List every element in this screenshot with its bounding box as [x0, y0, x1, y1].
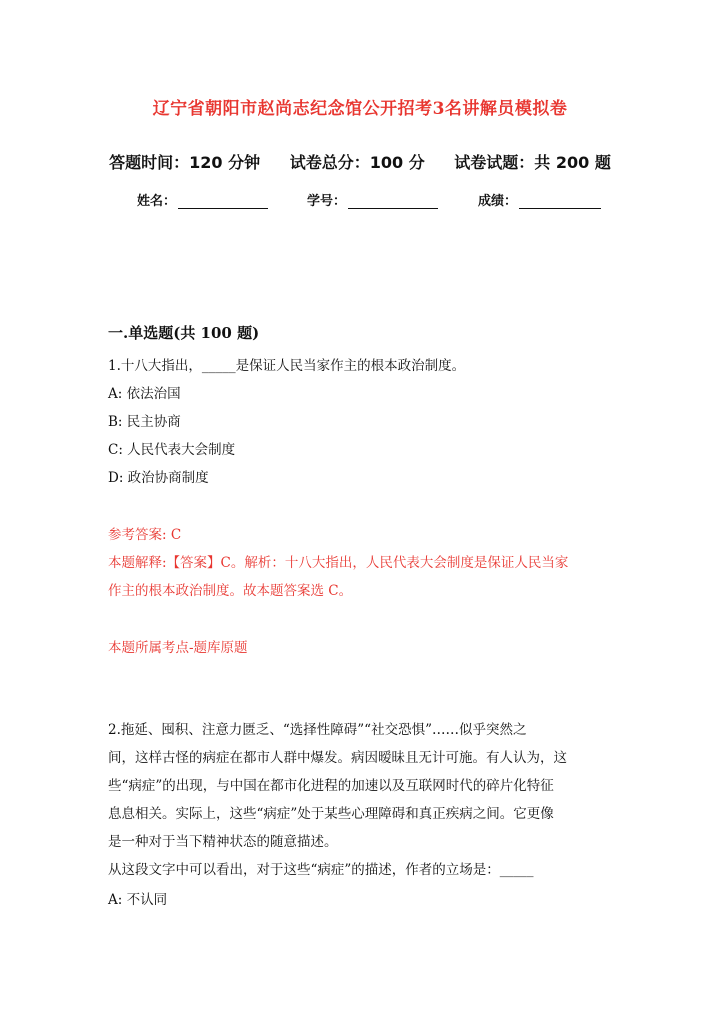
- name-blank: [178, 194, 268, 209]
- exam-total-score: 试卷总分：100 分: [289, 153, 425, 172]
- exam-question-count: 试卷试题：共 200 题: [454, 153, 611, 172]
- q2-stem-line-5: 是一种对于当下精神状态的随意描述。: [108, 834, 338, 850]
- q1-option-b: B: 民主协商: [108, 414, 181, 430]
- q1-explanation-line-1: 本题解释:【答案】C。解析：十八大指出，人民代表大会制度是保证人民当家: [108, 555, 569, 571]
- q2-stem-line-3: 些“病症”的出现，与中国在都市化进程的加速以及互联网时代的碎片化特征: [108, 778, 554, 794]
- q1-option-d: D: 政治协商制度: [108, 470, 209, 486]
- student-id-blank: [348, 194, 438, 209]
- exam-time: 答题时间：120 分钟: [109, 153, 261, 172]
- q1-answer: 参考答案: C: [108, 527, 182, 543]
- q1-topic: 本题所属考点-题库原题: [108, 640, 248, 656]
- name-field: [137, 190, 268, 209]
- section-title: 一.单选题(共 100 题): [108, 324, 260, 342]
- exam-title: 辽宁省朝阳市赵尚志纪念馆公开招考3名讲解员模拟卷: [152, 99, 568, 119]
- q1-option-c: C: 人民代表大会制度: [108, 442, 236, 458]
- name-label: 姓名：: [137, 194, 177, 209]
- q2-stem-line-6: 从这段文字中可以看出，对于这些“病症”的描述，作者的立场是：_____: [108, 862, 534, 878]
- student-id-label: 学号：: [307, 194, 347, 209]
- q1-option-a: A: 依法治国: [108, 386, 181, 402]
- score-field: [478, 190, 601, 209]
- q2-option-a: A: 不认同: [108, 892, 168, 908]
- exam-info: [0, 150, 720, 173]
- q2-stem-line-1: 2.拖延、囤积、注意力匮乏、“选择性障碍”“社交恐惧”……似乎突然之: [108, 722, 527, 738]
- q2-stem-line-4: 息息相关。实际上，这些“病症”处于某些心理障碍和真正疾病之间。它更像: [108, 806, 554, 822]
- q2-stem-line-2: 间，这样古怪的病症在都市人群中爆发。病因暧昧且无计可施。有人认为，这: [108, 750, 567, 766]
- score-label: 成绩：: [478, 194, 518, 209]
- q1-stem: 1.十八大指出，_____是保证人民当家作主的根本政治制度。: [108, 358, 466, 374]
- q1-explanation-line-2: 作主的根本政治制度。故本题答案选 C。: [108, 583, 353, 599]
- score-blank: [519, 194, 601, 209]
- student-id-field: [307, 190, 438, 209]
